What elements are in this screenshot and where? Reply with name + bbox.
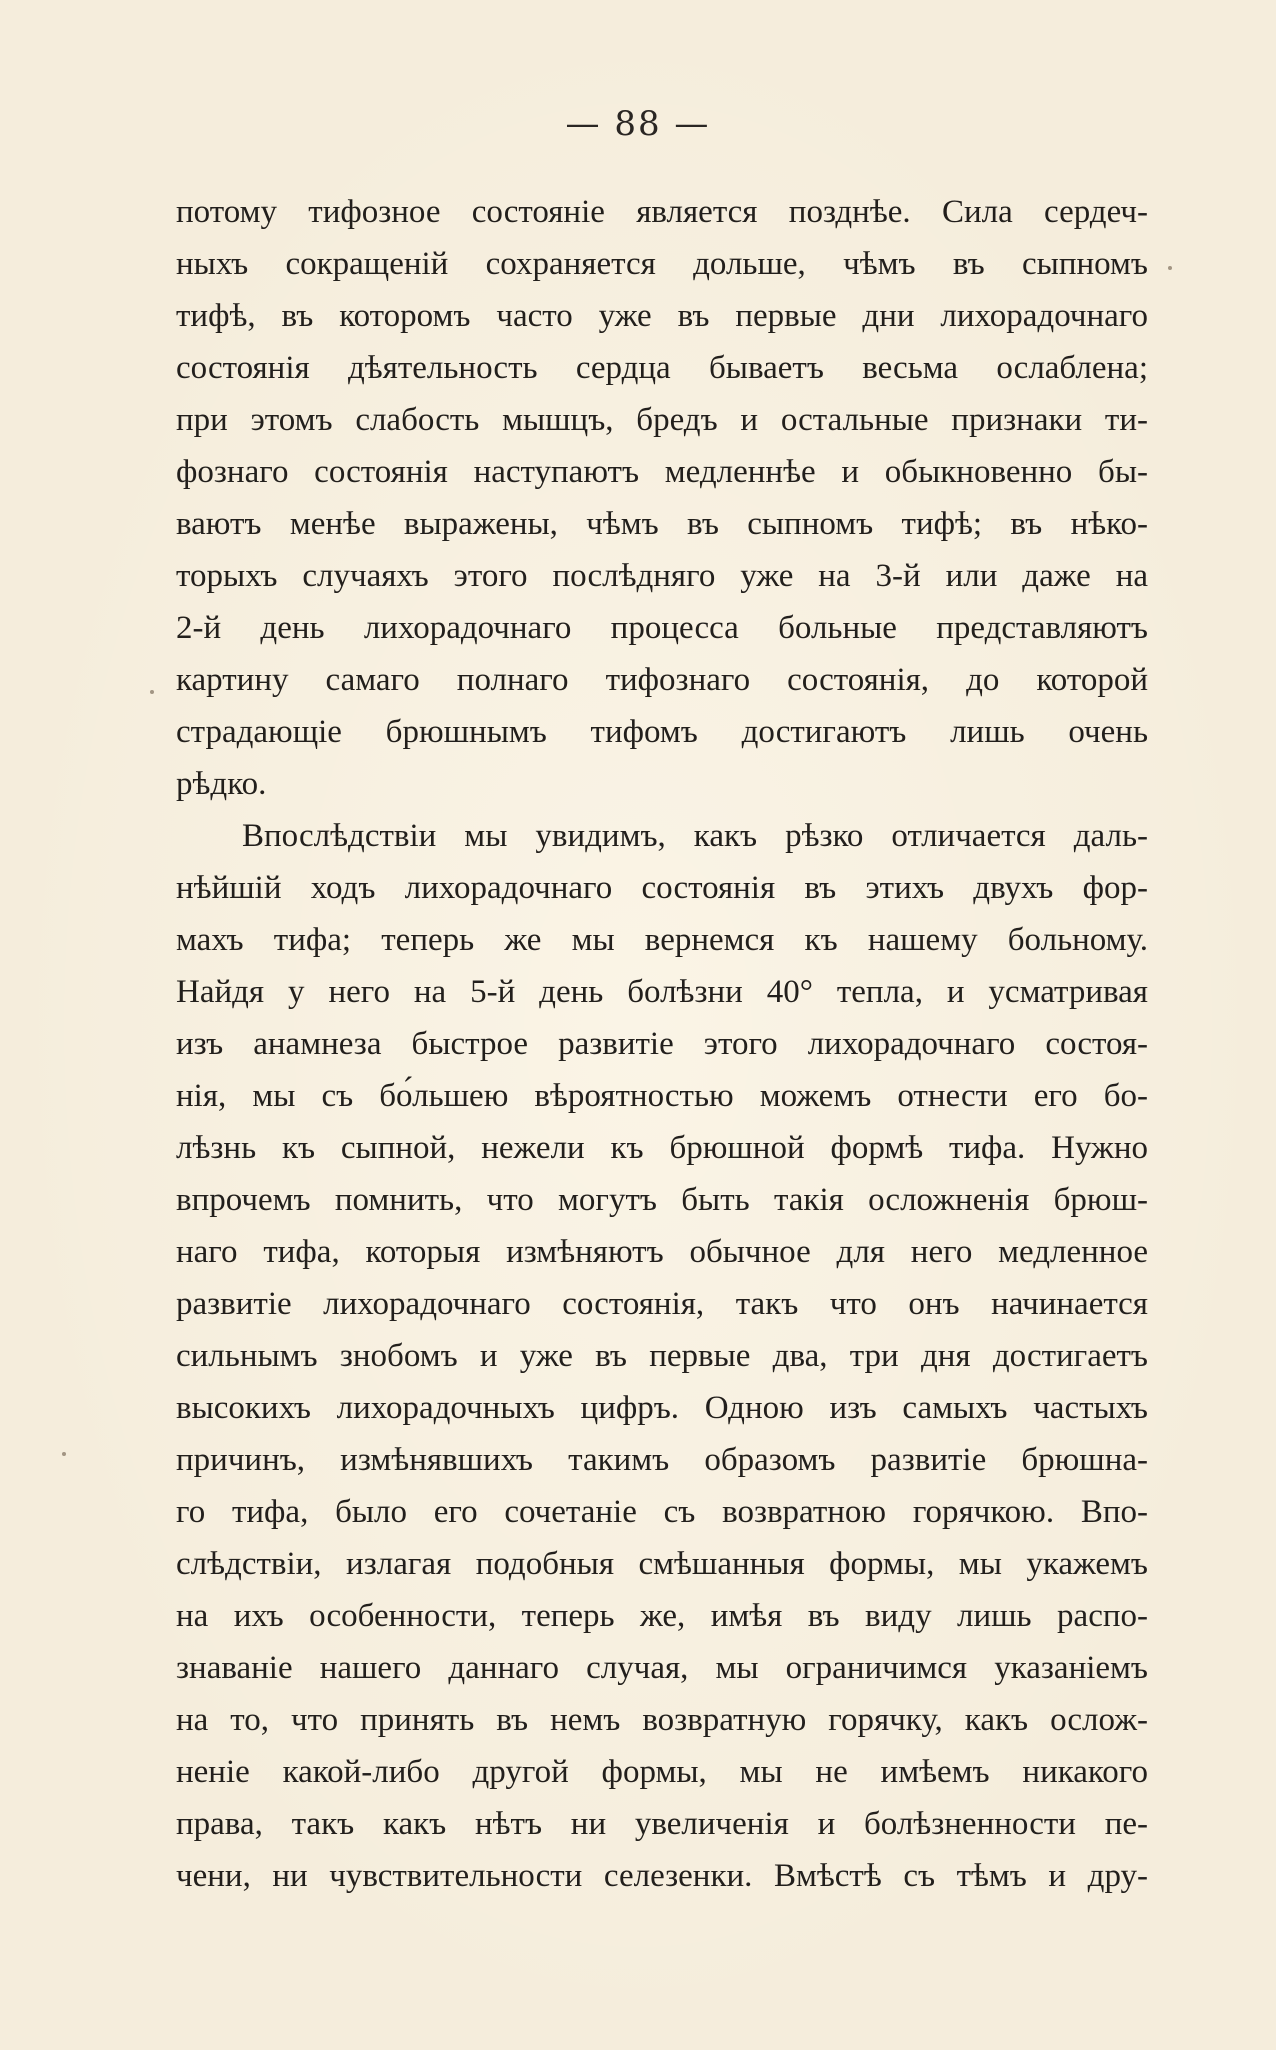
text-line: фознаго состоянiя наступаютъ медленнѣе и обыкновенно бы- <box>176 454 1148 490</box>
page-number: — 88 — <box>565 104 711 144</box>
text-line: 2-й день лихорадочнаго процесса больные представляютъ <box>176 610 1148 646</box>
text-line: сильнымъ знобомъ и уже въ первые два, три дня достигаетъ <box>176 1338 1148 1374</box>
text-line: права, такъ какъ нѣтъ ни увеличенiя и болѣзненности пе- <box>176 1806 1148 1842</box>
body-text <box>176 186 1148 1902</box>
text-line: развитiе лихорадочнаго состоянiя, такъ что онъ начинается <box>176 1286 1148 1322</box>
text-line: ныхъ сокращенiй сохраняется дольше, чѣмъ въ сыпномъ <box>176 246 1148 282</box>
text-line: потому тифозное состоянiе является позднѣе. Сила сердеч- <box>176 194 1148 230</box>
paper-speck <box>150 690 154 694</box>
text-line: при этомъ слабость мышцъ, бредъ и остальные признаки ти- <box>176 402 1148 438</box>
text-line: картину самаго полнаго тифознаго состоянiя, до которой <box>176 662 1148 698</box>
text-line: тифѣ, въ которомъ часто уже въ первые дни лихорадочнаго <box>176 298 1148 334</box>
text-line: го тифа, было его сочетанiе съ возвратною горячкою. Впо- <box>176 1494 1148 1530</box>
paper-speck <box>1168 266 1172 270</box>
text-line: чени, ни чувствительности селезенки. Вмѣстѣ съ тѣмъ и дру- <box>176 1858 1148 1894</box>
paragraph-end-line: рѣдко. <box>176 766 267 802</box>
text-line: на то, что принять въ немъ возвратную горячку, какъ ослож- <box>176 1702 1148 1738</box>
text-line: нiя, мы съ бо́льшею вѣроятностью можемъ отнести его бо- <box>176 1078 1148 1114</box>
text-line: торыхъ случаяхъ этого послѣдняго уже на 3-й или даже на <box>176 558 1148 594</box>
text-line: наго тифа, которыя измѣняютъ обычное для него медленное <box>176 1234 1148 1270</box>
text-line: страдающiе брюшнымъ тифомъ достигаютъ лишь очень <box>176 714 1148 750</box>
text-line: нѣйшiй ходъ лихорадочнаго состоянiя въ этихъ двухъ фор- <box>176 870 1148 906</box>
paper-speck <box>62 1452 66 1456</box>
text-line: ваютъ менѣе выражены, чѣмъ въ сыпномъ тифѣ; въ нѣко- <box>176 506 1148 542</box>
text-line: слѣдствiи, излагая подобныя смѣшанныя формы, мы укажемъ <box>176 1546 1148 1582</box>
text-line: изъ анамнеза быстрое развитiе этого лихорадочнаго состоя- <box>176 1026 1148 1062</box>
text-line: Найдя у него на 5-й день болѣзни 40° тепла, и усматривая <box>176 974 1148 1010</box>
text-line: на ихъ особенности, теперь же, имѣя въ виду лишь распо- <box>176 1598 1148 1634</box>
paragraph-start-line: Впослѣдствiи мы увидимъ, какъ рѣзко отличается даль- <box>242 818 1148 854</box>
text-line: состоянiя дѣятельность сердца бываетъ весьма ослаблена; <box>176 350 1148 386</box>
text-line: высокихъ лихорадочныхъ цифръ. Одною изъ самыхъ частыхъ <box>176 1390 1148 1426</box>
text-line: причинъ, измѣнявшихъ такимъ образомъ развитiе брюшна- <box>176 1442 1148 1478</box>
text-line: ненiе какой-либо другой формы, мы не имѣемъ никакого <box>176 1754 1148 1790</box>
text-line: впрочемъ помнить, что могутъ быть такiя осложненiя брюш- <box>176 1182 1148 1218</box>
text-line: знаванiе нашего даннаго случая, мы ограничимся указанiемъ <box>176 1650 1148 1686</box>
text-line: лѣзнь къ сыпной, нежели къ брюшной формѣ тифа. Нужно <box>176 1130 1148 1166</box>
text-line: махъ тифа; теперь же мы вернемся къ нашему больному. <box>176 922 1148 958</box>
